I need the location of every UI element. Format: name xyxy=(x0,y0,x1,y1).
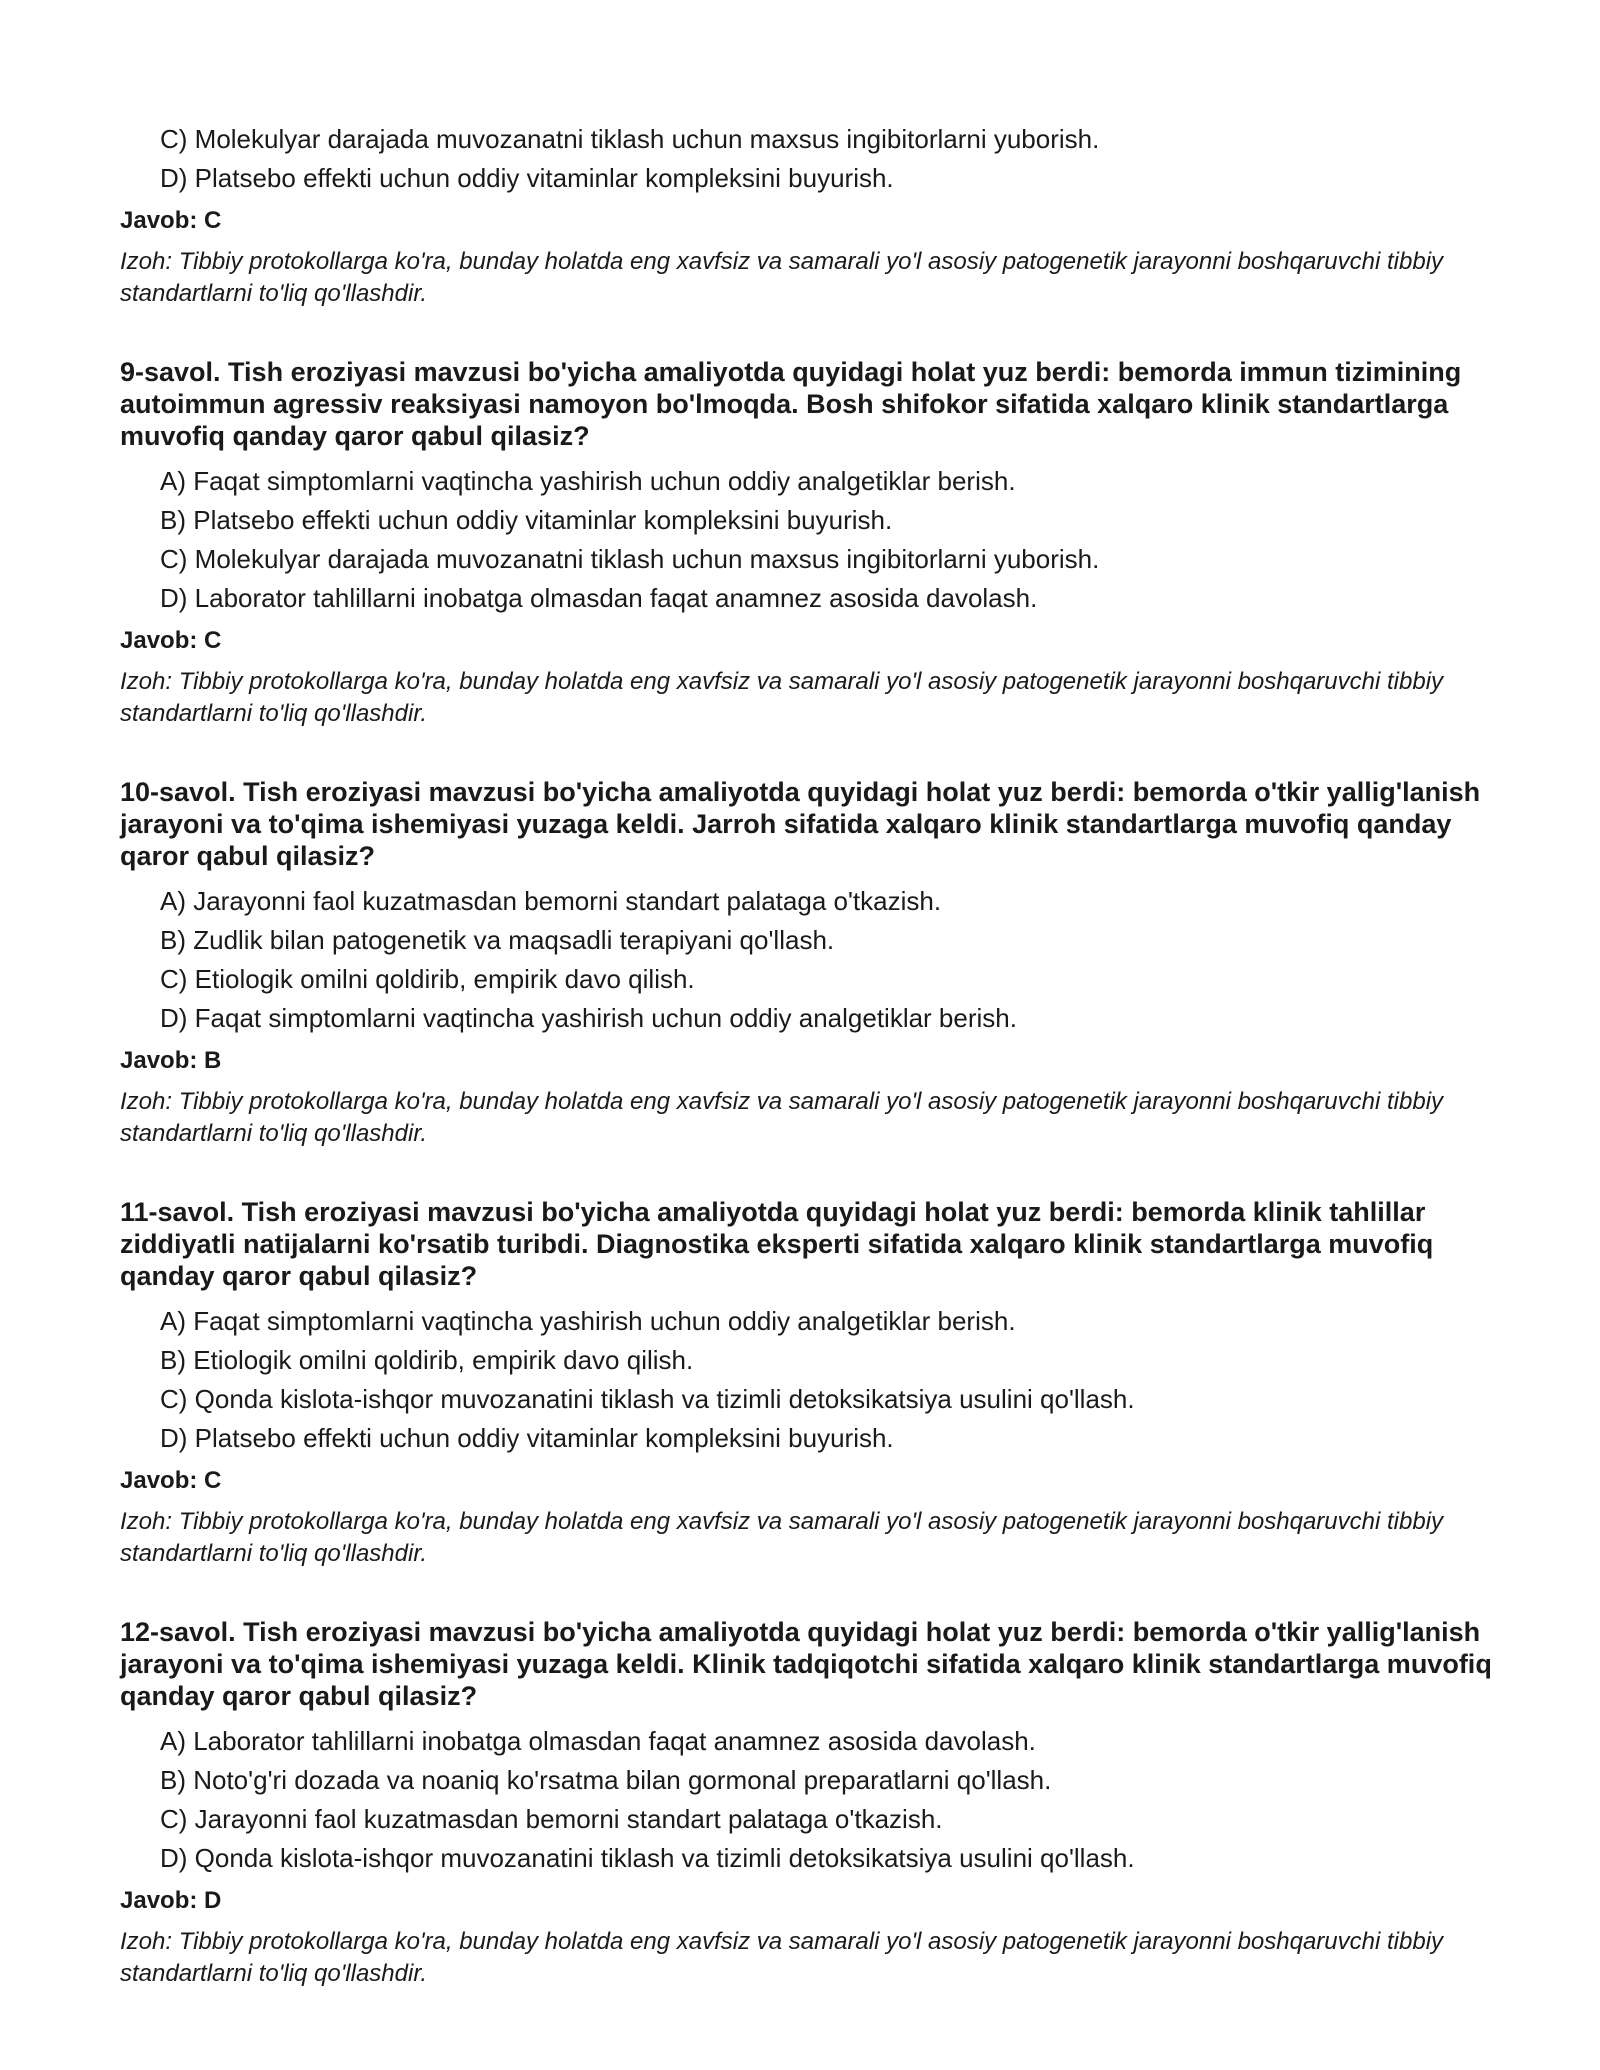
option-a: A) Laborator tahlillarni inobatga olmasdan faqat anamnez asosida davolash. xyxy=(160,1726,1036,1756)
option-c: C) Qonda kislota-ishqor muvozanatini tiklash va tizimli detoksikatsiya usulini qo'llash. xyxy=(160,1384,1135,1414)
explanation-note: Izoh: Tibbiy protokollarga ko'ra, bunday holatda eng xavfsiz va samarali yo'l asosiy patogenetik jarayonni boshqaruvchi tibbiy standartlarni to'liq qo'llashdir. xyxy=(120,668,1444,727)
options-list xyxy=(120,1722,1500,1878)
option-b: B) Noto'g'ri dozada va noaniq ko'rsatma bilan gormonal preparatlarni qo'llash. xyxy=(160,1765,1052,1795)
option-c: C) Etiologik omilni qoldirib, empirik davo qilish. xyxy=(160,964,695,994)
answer-label: Javob: B xyxy=(120,1047,222,1074)
question-11 xyxy=(120,1196,1500,1570)
document-page xyxy=(120,120,1500,1990)
explanation-note: Izoh: Tibbiy protokollarga ko'ra, bunday holatda eng xavfsiz va samarali yo'l asosiy patogenetik jarayonni boshqaruvchi tibbiy standartlarni to'liq qo'llashdir. xyxy=(120,1928,1444,1987)
explanation-note: Izoh: Tibbiy protokollarga ko'ra, bunday holatda eng xavfsiz va samarali yo'l asosiy patogenetik jarayonni boshqaruvchi tibbiy standartlarni to'liq qo'llashdir. xyxy=(120,248,1444,307)
answer-label: Javob: C xyxy=(120,627,222,654)
explanation-note: Izoh: Tibbiy protokollarga ko'ra, bunday holatda eng xavfsiz va samarali yo'l asosiy patogenetik jarayonni boshqaruvchi tibbiy standartlarni to'liq qo'llashdir. xyxy=(120,1088,1444,1147)
question-12 xyxy=(120,1616,1500,1990)
options-list xyxy=(120,882,1500,1038)
option-c: C) Molekulyar darajada muvozanatni tiklash uchun maxsus ingibitorlarni yuborish. xyxy=(160,124,1100,154)
option-d: D) Laborator tahlillarni inobatga olmasdan faqat anamnez asosida davolash. xyxy=(160,583,1038,613)
answer-label: Javob: C xyxy=(120,1467,222,1494)
answer-label: Javob: D xyxy=(120,1887,222,1914)
question-10 xyxy=(120,776,1500,1150)
option-d: D) Platsebo effekti uchun oddiy vitaminlar kompleksini buyurish. xyxy=(160,1423,894,1453)
question-9 xyxy=(120,356,1500,730)
question-8-continued xyxy=(120,120,1500,310)
option-b: B) Etiologik omilni qoldirib, empirik davo qilish. xyxy=(160,1345,694,1375)
option-d: D) Platsebo effekti uchun oddiy vitaminlar kompleksini buyurish. xyxy=(160,163,894,193)
option-c: C) Jarayonni faol kuzatmasdan bemorni standart palataga o'tkazish. xyxy=(160,1804,943,1834)
option-c: C) Molekulyar darajada muvozanatni tiklash uchun maxsus ingibitorlarni yuborish. xyxy=(160,544,1100,574)
explanation-note: Izoh: Tibbiy protokollarga ko'ra, bunday holatda eng xavfsiz va samarali yo'l asosiy patogenetik jarayonni boshqaruvchi tibbiy standartlarni to'liq qo'llashdir. xyxy=(120,1508,1444,1567)
answer-label: Javob: C xyxy=(120,207,222,234)
question-text: 11-savol. Tish eroziyasi mavzusi bo'yicha amaliyotda quyidagi holat yuz berdi: bemorda klinik tahlillar ziddiyatli natijalarni ko'rsatib turibdi. Diagnostika eksperti sifatida xalqaro klinik standartlarga muvofiq qanday qaror qabul qilasiz? xyxy=(120,1197,1434,1291)
option-a: A) Faqat simptomlarni vaqtincha yashirish uchun oddiy analgetiklar berish. xyxy=(160,466,1016,496)
option-a: A) Faqat simptomlarni vaqtincha yashirish uchun oddiy analgetiklar berish. xyxy=(160,1306,1016,1336)
option-a: A) Jarayonni faol kuzatmasdan bemorni standart palataga o'tkazish. xyxy=(160,886,942,916)
option-b: B) Platsebo effekti uchun oddiy vitaminlar kompleksini buyurish. xyxy=(160,505,893,535)
options-list xyxy=(120,462,1500,618)
options-list xyxy=(120,120,1500,198)
question-text: 9-savol. Tish eroziyasi mavzusi bo'yicha amaliyotda quyidagi holat yuz berdi: bemorda immun tizimining autoimmun agressiv reaksiyasi namoyon bo'lmoqda. Bosh shifokor sifatida xalqaro klinik standartlarga muvofiq qanday qaror qabul qilasiz? xyxy=(120,357,1462,451)
question-text: 10-savol. Tish eroziyasi mavzusi bo'yicha amaliyotda quyidagi holat yuz berdi: bemorda o'tkir yallig'lanish jarayoni va to'qima ishemiyasi yuzaga keldi. Jarroh sifatida xalqaro klinik standartlarga muvofiq qanday qaror qabul qilasiz? xyxy=(120,777,1481,871)
question-text: 12-savol. Tish eroziyasi mavzusi bo'yicha amaliyotda quyidagi holat yuz berdi: bemorda o'tkir yallig'lanish jarayoni va to'qima ishemiyasi yuzaga keldi. Klinik tadqiqotchi sifatida xalqaro klinik standartlarga muvofiq qanday qaror qabul qilasiz? xyxy=(120,1617,1492,1711)
options-list xyxy=(120,1302,1500,1458)
option-b: B) Zudlik bilan patogenetik va maqsadli terapiyani qo'llash. xyxy=(160,925,835,955)
option-d: D) Qonda kislota-ishqor muvozanatini tiklash va tizimli detoksikatsiya usulini qo'llash. xyxy=(160,1843,1135,1873)
option-d: D) Faqat simptomlarni vaqtincha yashirish uchun oddiy analgetiklar berish. xyxy=(160,1003,1017,1033)
